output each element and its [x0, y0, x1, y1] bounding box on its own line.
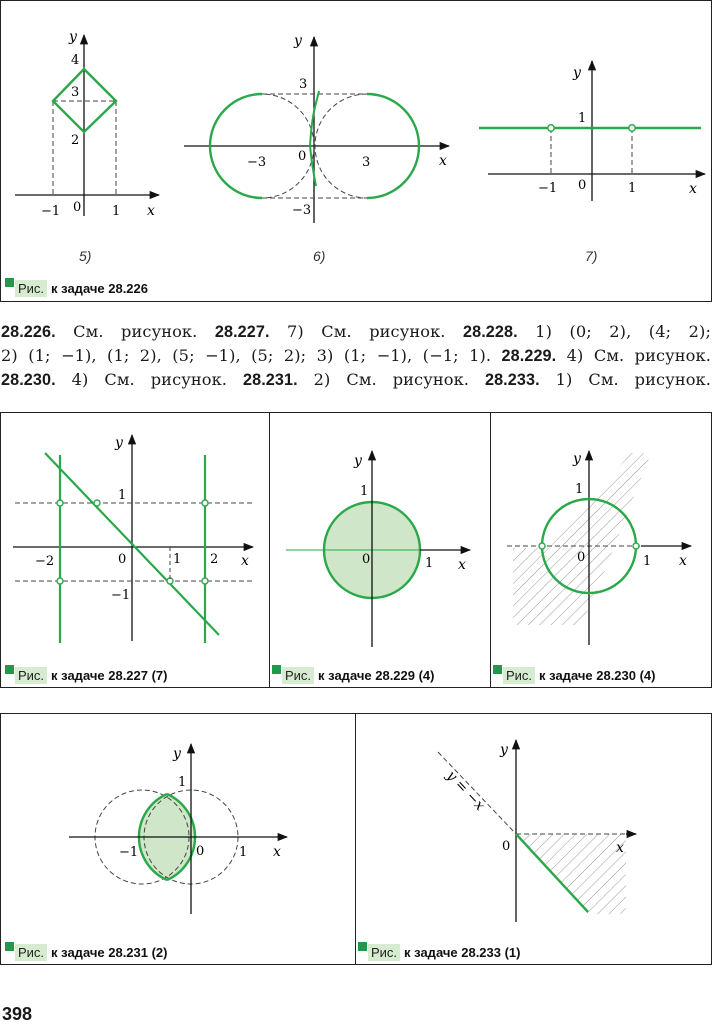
caption-text: к задаче 28.233 (1) — [404, 945, 521, 960]
figure-caption — [5, 944, 168, 961]
hatched-region — [516, 834, 626, 914]
tick-label: 0 — [502, 839, 511, 854]
tick-label: 2 — [210, 552, 219, 567]
y-label: y — [354, 453, 362, 469]
tick-label: −2 — [35, 554, 55, 569]
figure-28-230-svg — [491, 413, 712, 689]
caption-marker-icon — [5, 278, 14, 287]
panel-5 — [15, 29, 159, 264]
tick-label: −1 — [119, 845, 139, 860]
panel-sublabel: 5) — [79, 248, 92, 264]
tick-label: −3 — [247, 155, 267, 170]
y-label: y — [173, 746, 181, 762]
y-label: y — [573, 65, 581, 81]
figure-28-227-svg — [1, 413, 271, 689]
figure-28-233 — [355, 713, 712, 965]
tick-label: 0 — [577, 550, 586, 565]
tick-label: 0 — [362, 552, 371, 567]
y-label: y — [69, 29, 77, 45]
caption-marker-icon — [5, 665, 14, 674]
panel-sublabel: 7) — [585, 248, 598, 264]
tick-label: 1 — [643, 554, 652, 569]
tick-label: 2 — [71, 133, 80, 148]
tick-label: 1 — [173, 552, 182, 567]
figure-caption — [493, 667, 656, 684]
figure-caption — [272, 667, 435, 684]
figure-caption — [5, 667, 168, 684]
caption-marker-icon — [5, 942, 14, 951]
problem-number: 28.231. — [242, 371, 298, 389]
tick-label: 1 — [628, 181, 637, 196]
tick-label: 0 — [118, 552, 127, 567]
answer-text: 2) См. рисунок. — [297, 370, 485, 389]
page-number: 398 — [2, 1004, 33, 1024]
tick-label: 1 — [178, 775, 187, 790]
answers-line-3 — [1, 368, 711, 392]
tick-label: 1 — [578, 111, 587, 126]
tick-label: 4 — [71, 53, 80, 68]
tick-label: −3 — [292, 203, 312, 218]
caption-ris: Рис. — [503, 667, 535, 684]
figure-28-231 — [0, 713, 356, 965]
figure-28-226 — [0, 0, 712, 302]
x-label: x — [241, 553, 249, 569]
tick-label: 1 — [425, 556, 434, 571]
tick-label: 1 — [112, 204, 121, 219]
open-point — [633, 543, 639, 549]
caption-text: к задаче 28.231 (2) — [51, 945, 168, 960]
open-point — [548, 125, 554, 131]
x-label: x — [147, 203, 155, 219]
open-point — [629, 125, 635, 131]
line-equation-label: y = −x — [443, 767, 488, 814]
answer-text: 7) См. рисунок. — [269, 322, 463, 341]
caption-text: к задаче 28.230 (4) — [539, 668, 656, 683]
panel-sublabel: 6) — [313, 248, 326, 264]
figure-28-230 — [490, 412, 712, 688]
caption-marker-icon — [493, 665, 502, 674]
tick-label: 1 — [118, 488, 127, 503]
y-label: y — [500, 742, 508, 758]
caption-ris: Рис. — [282, 667, 314, 684]
figure-28-229-svg — [270, 413, 492, 689]
open-point — [57, 578, 63, 584]
x-label: x — [273, 844, 281, 860]
x-label: x — [616, 840, 624, 856]
tick-label: 0 — [73, 200, 82, 215]
answer-text: См. рисунок. — [55, 322, 215, 341]
figure-28-227 — [0, 412, 270, 688]
x-label: x — [439, 153, 447, 169]
answers-line-2 — [1, 344, 711, 368]
x-label: x — [689, 181, 697, 197]
answer-text: 2) (1; −1), (1; 2), (5; −1), (5; 2); 3) (1; −1), (−1; 1). — [1, 346, 502, 365]
y-label: y — [294, 33, 302, 49]
open-point — [202, 578, 208, 584]
tick-label: 1 — [239, 845, 248, 860]
caption-text: к задаче 28.229 (4) — [318, 668, 435, 683]
answers-text — [1, 320, 711, 392]
caption-marker-icon — [272, 665, 281, 674]
figure-28-231-svg — [1, 714, 357, 966]
tick-label: 0 — [298, 149, 307, 164]
caption-ris: Рис. — [15, 280, 47, 297]
open-point — [94, 500, 100, 506]
problem-number: 28.233. — [484, 371, 540, 389]
answer-text: 4) См. рисунок. — [55, 370, 243, 389]
caption-ris: Рис. — [368, 944, 400, 961]
caption-text: к задаче 28.227 (7) — [51, 668, 168, 683]
figure-caption — [358, 944, 521, 961]
y-label: y — [573, 451, 581, 467]
figure-28-229 — [269, 412, 491, 688]
figure-caption — [5, 280, 148, 297]
x-label: x — [458, 557, 466, 573]
tick-label: 0 — [578, 178, 587, 193]
problem-number: 28.227. — [214, 323, 270, 341]
problem-number: 28.230. — [1, 371, 56, 389]
tick-label: −1 — [538, 181, 558, 196]
problem-number: 28.226. — [1, 323, 56, 341]
figure-28-233-svg — [356, 714, 712, 966]
caption-text: к задаче 28.226 — [51, 281, 148, 296]
tick-label: 3 — [71, 85, 80, 100]
caption-ris: Рис. — [15, 944, 47, 961]
problem-number: 28.229. — [501, 347, 557, 365]
open-point — [202, 500, 208, 506]
y-label: y — [115, 435, 123, 451]
tick-label: 3 — [299, 77, 308, 92]
answer-text: 1) (0; 2), (4; 2); — [517, 322, 711, 341]
figure-28-226-svg — [1, 1, 712, 303]
panel-7 — [479, 61, 705, 264]
center-curve — [310, 146, 316, 186]
hatched-region — [513, 453, 651, 625]
tick-label: 3 — [362, 155, 371, 170]
answer-text: 4) См. рисунок. — [556, 346, 711, 365]
tick-label: 0 — [196, 844, 205, 859]
open-point — [57, 500, 63, 506]
tick-label: −1 — [111, 588, 131, 603]
answer-text: 1) См. рисунок. — [539, 370, 712, 389]
answers-line-1 — [1, 320, 711, 344]
caption-ris: Рис. — [15, 667, 47, 684]
x-label: x — [679, 553, 687, 569]
problem-number: 28.228. — [463, 323, 518, 341]
tick-label: 1 — [360, 484, 369, 499]
panel-6 — [184, 33, 449, 264]
caption-marker-icon — [358, 942, 367, 951]
tick-label: 1 — [575, 482, 584, 497]
tick-label: −1 — [41, 204, 61, 219]
open-point — [539, 543, 545, 549]
